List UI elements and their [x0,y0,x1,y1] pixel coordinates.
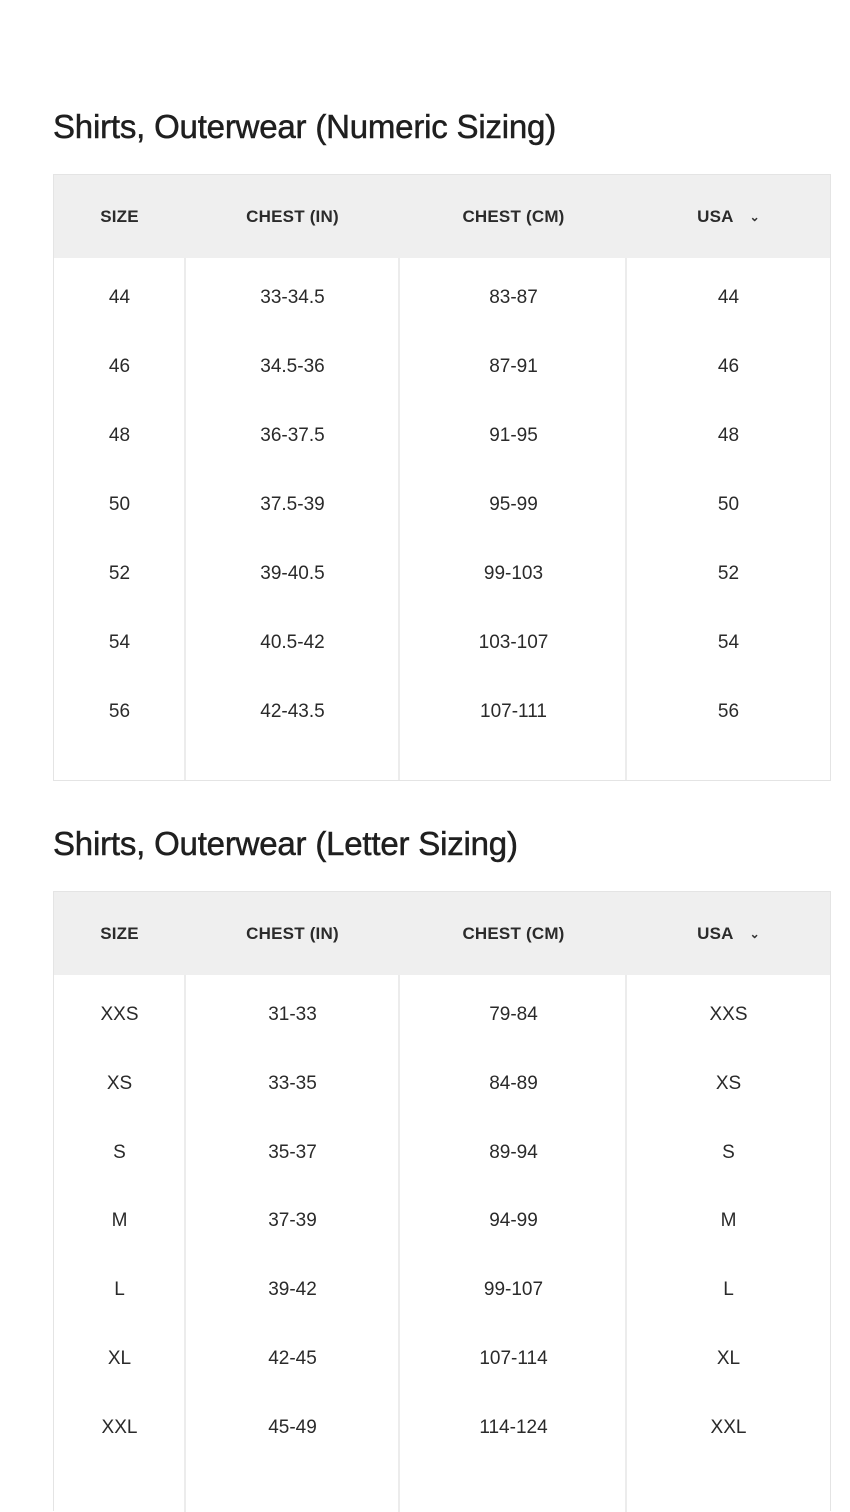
column-header-chest-cm: CHEST (CM) [462,207,565,226]
column-header-chest-cm: CHEST (CM) [462,924,565,943]
table-row [54,677,830,746]
table-row [54,1049,830,1118]
size-cell: 54 [108,632,131,653]
usa-size-cell: XL [716,1348,741,1369]
usa-size-cell: M [720,1210,737,1231]
region-size-select[interactable] [627,175,830,258]
size-cell: 50 [108,494,131,515]
usa-size-cell: 44 [717,287,740,308]
usa-size-cell: XXS [709,1004,748,1025]
chest-cm-cell: 91-95 [489,425,538,446]
column-header-chest-in: CHEST (IN) [246,924,339,943]
usa-size-cell: 50 [717,494,740,515]
chest-in-cell: 40.5-42 [260,632,325,653]
usa-size-cell: 48 [717,425,740,446]
chest-cm-cell: 89-94 [489,1142,538,1163]
chest-in-cell: 33-34.5 [260,287,325,308]
table-header [54,892,830,975]
size-cell: 44 [108,287,131,308]
section-title: Shirts, Outerwear (Letter Sizing) [53,825,518,862]
chest-cm-cell: 99-103 [483,563,544,584]
chest-cm-cell: 107-114 [479,1348,548,1369]
size-table [53,891,831,1511]
chest-in-cell: 34.5-36 [260,356,325,377]
chest-in-cell: 37-39 [268,1210,317,1231]
size-cell: XXS [100,1004,139,1025]
size-cell: 56 [108,701,131,722]
usa-size-cell: 56 [717,701,740,722]
table-row [54,332,830,401]
region-select-label: USA [697,207,734,226]
usa-size-cell: XXL [710,1417,747,1438]
size-cell: XXL [101,1417,138,1438]
chest-in-cell: 45-49 [268,1417,317,1438]
section-title: Shirts, Outerwear (Numeric Sizing) [53,108,556,145]
table-row [54,470,830,539]
chest-cm-cell: 114-124 [479,1417,548,1438]
size-cell: S [113,1142,126,1163]
chest-cm-cell: 99-107 [483,1279,544,1300]
size-cell: M [111,1210,128,1231]
column-header-size: SIZE [100,207,139,226]
column-header-size: SIZE [100,924,139,943]
chest-cm-cell: 79-84 [489,1004,538,1025]
table-row [54,980,830,1049]
table-row [54,1393,830,1462]
size-cell: 46 [108,356,131,377]
chest-cm-cell: 103-107 [478,632,549,653]
chest-in-cell: 36-37.5 [260,425,325,446]
chevron-down-icon: ⌄ [749,210,760,224]
table-row [54,1118,830,1187]
usa-size-cell: 52 [717,563,740,584]
region-select-label: USA [697,924,734,943]
usa-size-cell: S [722,1142,735,1163]
chest-cm-cell: 83-87 [489,287,538,308]
table-row [54,1255,830,1324]
size-cell: 52 [108,563,131,584]
table-row [54,1324,830,1393]
usa-size-cell: 46 [717,356,740,377]
region-size-select[interactable] [627,892,830,975]
size-cell: XL [107,1348,132,1369]
table-row [54,539,830,608]
chest-in-cell: 33-35 [268,1073,317,1094]
table-row [54,401,830,470]
chest-cm-cell: 107-111 [480,701,547,722]
chest-cm-cell: 95-99 [489,494,538,515]
size-table [53,174,831,781]
table-row [54,608,830,677]
size-cell: 48 [108,425,131,446]
chest-cm-cell: 84-89 [489,1073,538,1094]
table-row [54,1186,830,1255]
chevron-down-icon: ⌄ [749,927,760,941]
table-header [54,175,830,258]
chest-in-cell: 35-37 [268,1142,317,1163]
chest-in-cell: 31-33 [268,1004,317,1025]
chest-in-cell: 42-43.5 [260,701,325,722]
chest-in-cell: 42-45 [268,1348,317,1369]
usa-size-cell: L [723,1279,734,1300]
usa-size-cell: XS [715,1073,742,1094]
chest-in-cell: 39-42 [268,1279,317,1300]
chest-cm-cell: 94-99 [489,1210,538,1231]
size-cell: L [114,1279,125,1300]
column-header-chest-in: CHEST (IN) [246,207,339,226]
size-cell: XS [106,1073,133,1094]
table-row [54,263,830,332]
usa-size-cell: 54 [717,632,740,653]
chest-in-cell: 37.5-39 [260,494,325,515]
chest-in-cell: 39-40.5 [260,563,325,584]
chest-cm-cell: 87-91 [489,356,538,377]
